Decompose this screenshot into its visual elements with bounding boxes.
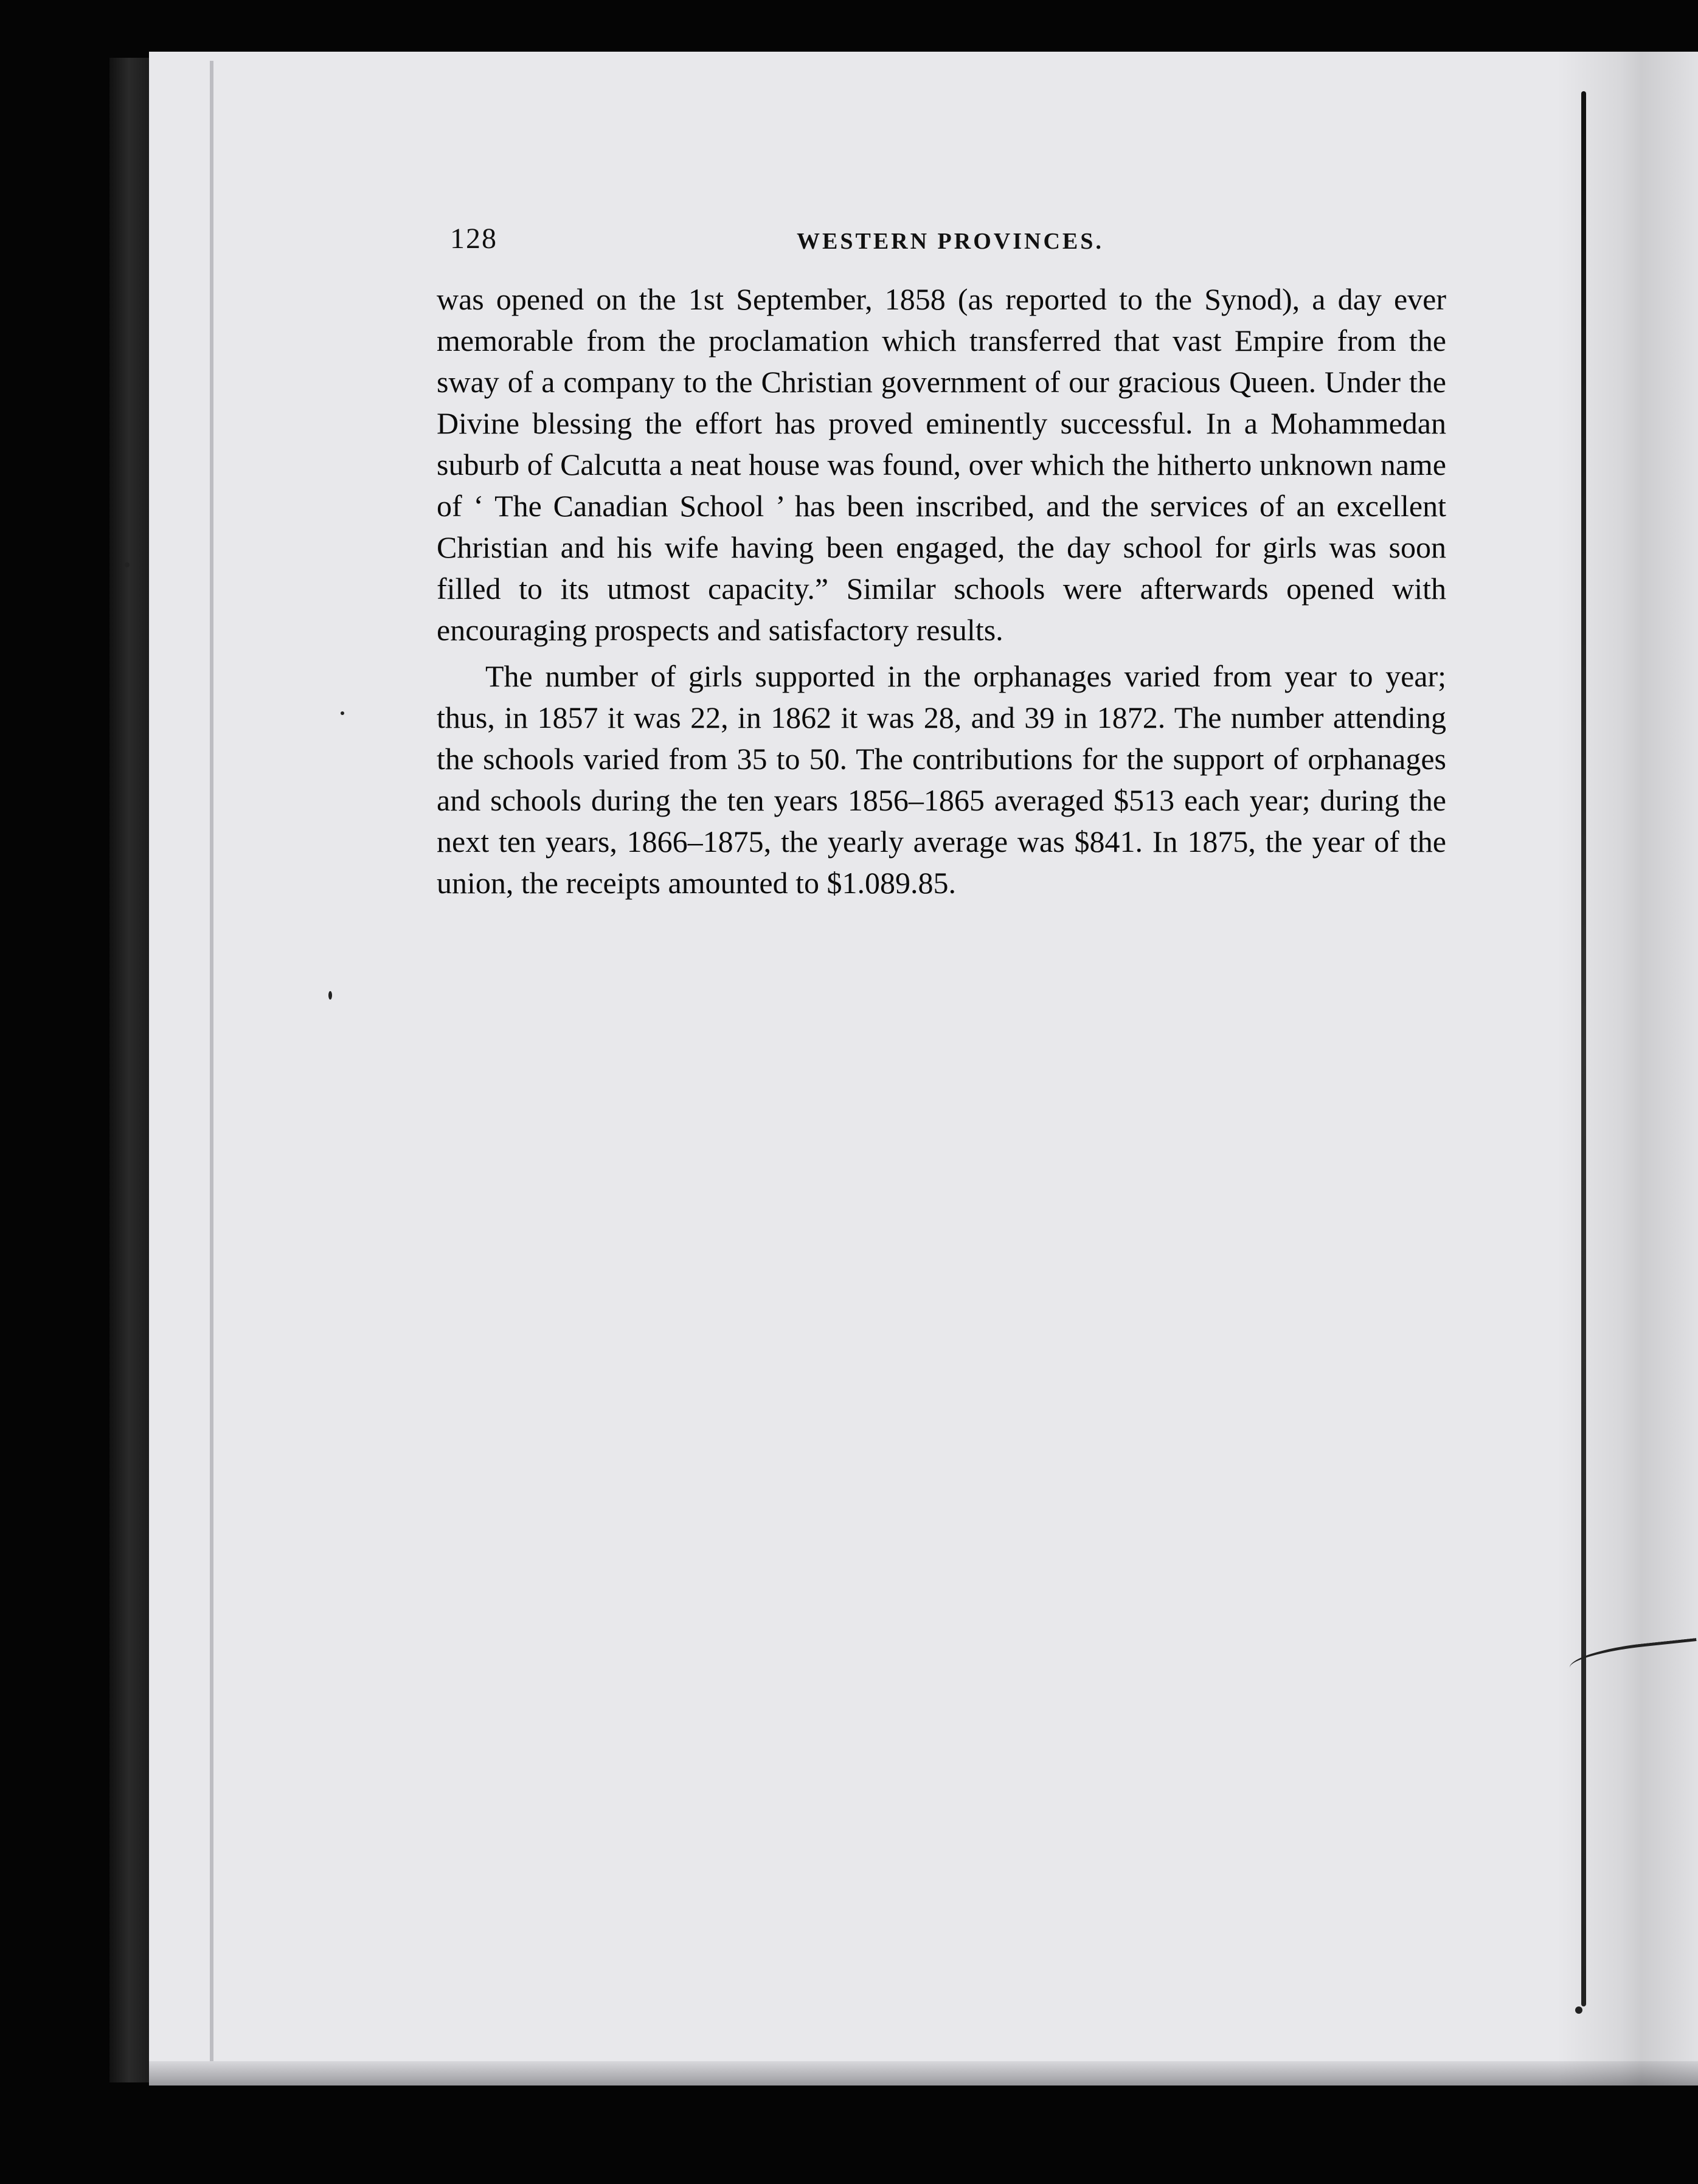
dust-speck bbox=[1575, 2006, 1582, 2014]
body-text bbox=[437, 278, 1446, 904]
binding-gutter bbox=[1581, 91, 1586, 2006]
page-bottom-edge bbox=[149, 2061, 1698, 2086]
dust-speck bbox=[328, 991, 332, 1000]
gutter-shadow bbox=[1557, 52, 1698, 2086]
page-header bbox=[450, 222, 1606, 264]
dust-speck bbox=[125, 562, 130, 567]
running-head: WESTERN PROVINCES. bbox=[797, 229, 1104, 254]
paragraph-2: The number of girls supported in the orphanages varied from year to year; thus, in 1857 it was 22, in 1862 it was 28, and 39 in 1872. The number attending the schools varied from 35 to 50. The contributions for the support of orphanages and schools during the ten years 1856–1865 averaged $513 each year; during the next ten years, 1866–1875, the yearly average was $841. In 1875, the year of the union, the receipts amounted to $1.089.85. bbox=[437, 659, 1446, 900]
page-margin-line bbox=[210, 61, 213, 2061]
page-number: 128 bbox=[450, 223, 497, 255]
dust-speck bbox=[341, 711, 344, 715]
paragraph-1: was opened on the 1st September, 1858 (as reported to the Synod), a day ever memorable from the proclamation which transferred that vast Empire from the sway of a company to the Christian government of our gracious Queen. Under the Divine blessing the effort has proved eminently successful. In a Mohammedan suburb of Calcutta a neat house was found, over which the hitherto unknown name of ‘ The Canadian School ’ has been inscribed, and the services of an excellent Christian and his wife having been engaged, the day school for girls was soon filled to its utmost capacity.” Similar schools were afterwards opened with encouraging prospects and satisfactory results. bbox=[437, 282, 1446, 647]
